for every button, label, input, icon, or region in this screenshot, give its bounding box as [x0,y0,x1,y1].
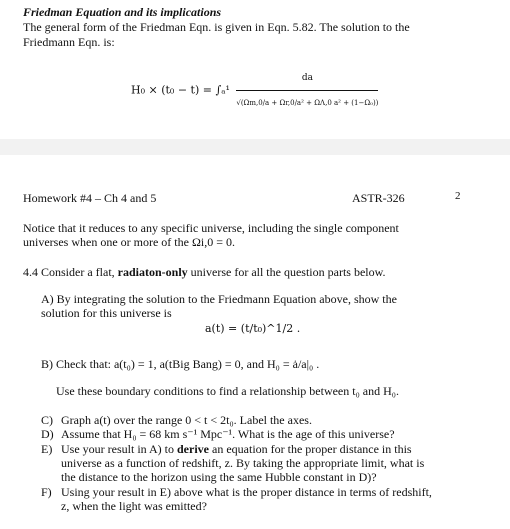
equation-lhs: H₀ × (t₀ − t) = ∫ₐ¹ [131,83,230,97]
part-f-line-1: Using your result in E) above what is the proper distance in terms of redshift, [61,485,432,499]
notice-line-2: universes when one or more of the Ωi,0 = 0. [23,235,235,249]
part-f-line-2: z, when the light was emitted? [61,499,207,513]
part-c-text: Graph a(t) over the range 0 < t < 2t₀. Label the axes. [61,413,312,427]
part-e-label: E) [41,442,53,456]
part-e-line-2: universe as a function of redshift, z. By taking the appropriate limit, what is [61,456,425,470]
question-prefix: 4.4 Consider a flat, [23,265,118,279]
notice-line-1: Notice that it reduces to any specific universe, including the single component [23,221,399,235]
header-course: ASTR-326 [352,191,405,205]
friedmann-solution-equation [131,66,378,115]
page-2 [0,155,510,529]
scale-factor-equation: a(t) = (t/t₀)^1/2 . [205,322,301,335]
equation-denominator: √(Ωm,0/a + Ωr,0/a² + ΩΛ,0 a² + (1−Ω₀)) [236,99,379,107]
part-d-label: D) [41,427,54,441]
part-a-line-1: A) By integrating the solution to the Friedmann Equation above, show the [41,292,397,306]
part-c-label: C) [41,413,53,427]
part-e-post: an equation for the proper distance in this [209,442,412,456]
intro-line-1: The general form of the Friedman Eqn. is given in Eqn. 5.82. The solution to the [23,20,410,34]
part-e-line-3: the distance to the horizon using the same Hubble constant in D)? [61,470,377,484]
part-d-text: Assume that H₀ = 68 km s⁻¹ Mpc⁻¹. What is the age of this universe? [61,427,395,441]
header-left: Homework #4 – Ch 4 and 5 [23,191,157,205]
part-f-label: F) [41,485,52,499]
section-heading: Friedman Equation and its implications [23,5,222,19]
page-number: 2 [455,190,461,202]
part-b: B) Check that: a(t₀) = 1, a(tBig Bang) = 0, and H₀ = ȧ/a|₀ . [41,357,320,371]
part-a-line-2: solution for this universe is [41,306,172,320]
question-suffix: universe for all the question parts below. [187,265,386,279]
boundary-conditions-text: Use these boundary conditions to find a relationship between t₀ and H₀. [56,384,399,398]
equation-numerator: da [236,66,378,91]
page-fragment-top [0,0,510,139]
question-4-4 [23,265,386,279]
part-e-emphasis: derive [177,442,209,456]
intro-line-2: Friedmann Eqn. is: [23,35,115,49]
question-emphasis: radiaton-only [117,265,188,279]
part-e-pre: Use your result in A) to [61,442,177,456]
part-e-line-1 [61,442,412,456]
